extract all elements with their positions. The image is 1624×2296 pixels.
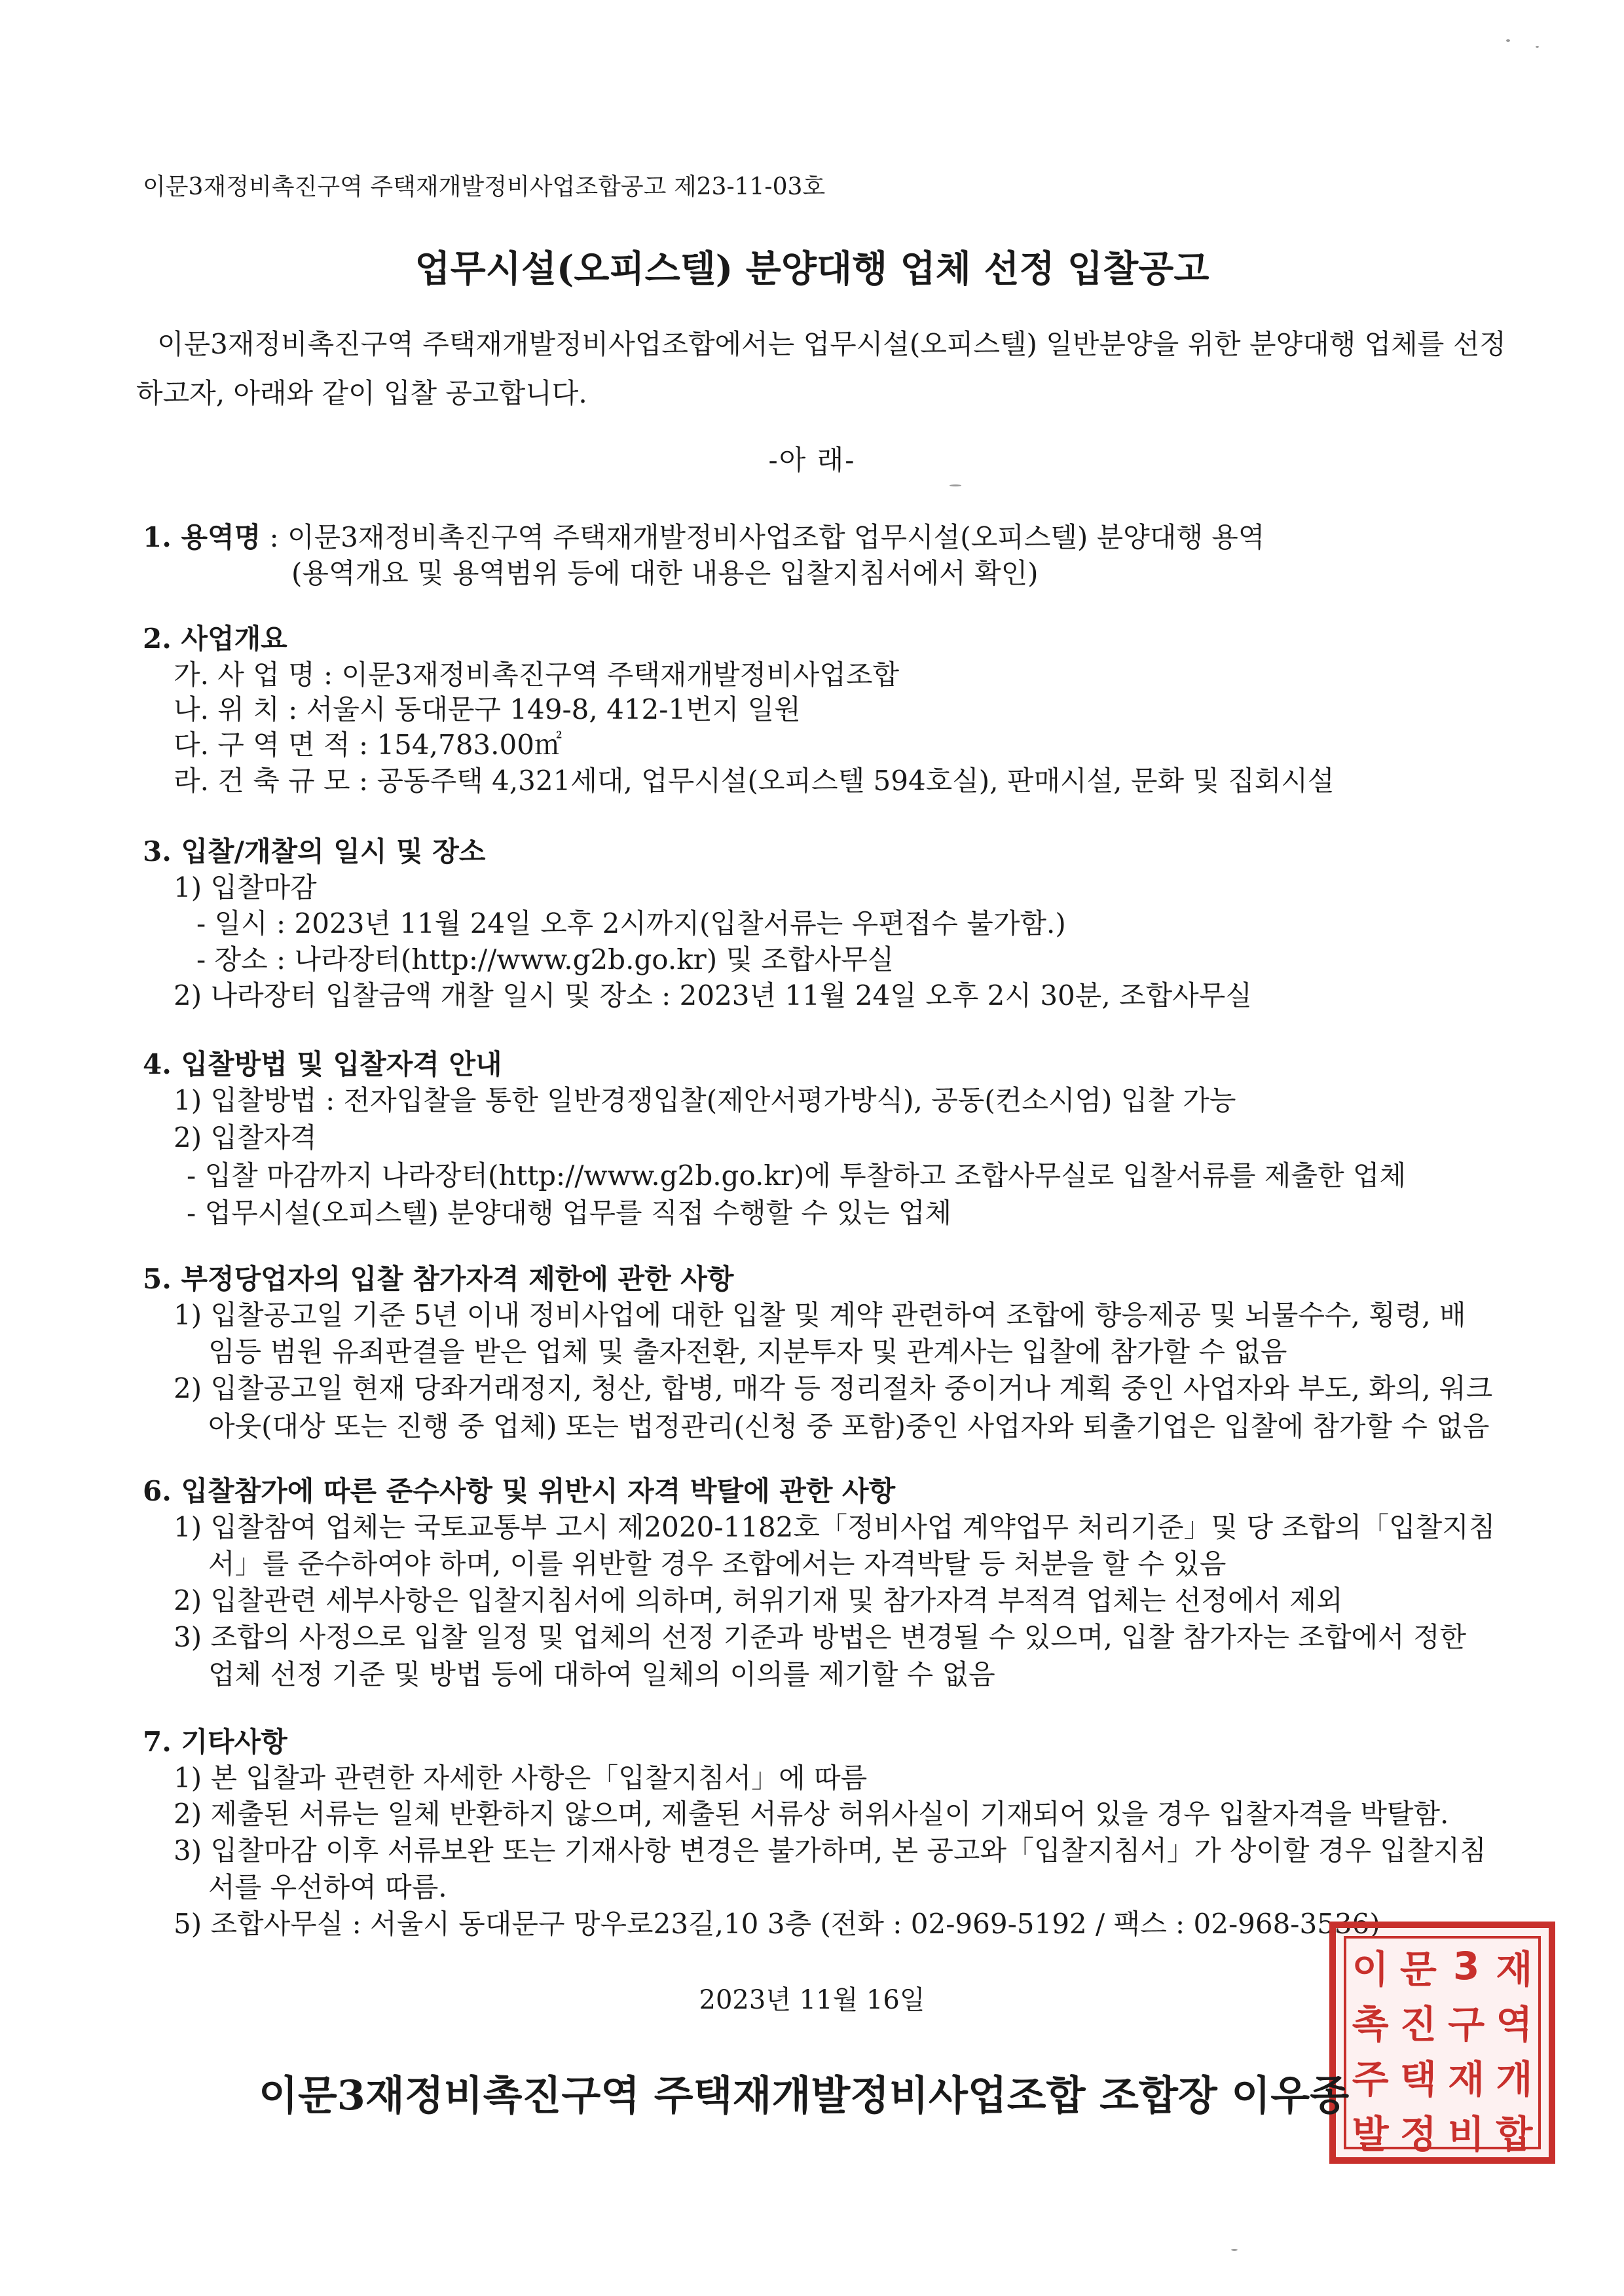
seal-character: 문: [1399, 1947, 1437, 1992]
seal-character: 택: [1399, 2057, 1437, 2102]
section-5-item-2-line-1: 2) 입찰공고일 현재 당좌거래정지, 청산, 합병, 매각 등 정리절차 중이거나 계획 중인 사업자와 부도, 화의, 워크: [174, 1372, 1493, 1404]
seal-character: 주: [1352, 2057, 1389, 2102]
section-2-item-c: 다. 구 역 면 적 : 154,783.00㎡: [174, 729, 562, 761]
intro-line-2: 하고자, 아래와 같이 입찰 공고합니다.: [136, 377, 587, 409]
seal-character: 재: [1448, 2057, 1485, 2102]
official-seal: [1329, 1922, 1555, 2164]
section-1-text: : 이문3재정비촉진구역 주택재개발정비사업조합 업무시설(오피스텔) 분양대행 용역: [261, 521, 1265, 553]
section-5-item-2-line-2: 아웃(대상 또는 진행 중 업체) 또는 법정관리(신청 중 포함)중인 사업자와 퇴출기업은 입찰에 참가할 수 없음: [208, 1410, 1490, 1442]
section-7-item-1: 1) 본 입찰과 관련한 자세한 사항은「입찰지침서」에 따름: [174, 1762, 868, 1794]
section-4-item-2a: - 입찰 마감까지 나라장터(http://www.g2b.go.kr)에 투찰하고 조합사무실로 입찰서류를 제출한 업체: [187, 1159, 1407, 1192]
section-4-heading: 4. 입찰방법 및 입찰자격 안내: [143, 1048, 502, 1080]
section-7-item-3-line-2: 서를 우선하여 따름.: [208, 1871, 447, 1903]
section-7-heading: 7. 기타사항: [143, 1726, 287, 1758]
seal-character: 진: [1399, 2002, 1437, 2047]
notice-date: 2023년 11월 16일: [699, 1985, 925, 2015]
seal-character: 구: [1448, 2002, 1485, 2047]
seal-character: 촉: [1352, 2002, 1389, 2047]
document-title: 업무시설(오피스텔) 분양대행 업체 선정 입찰공고: [415, 247, 1209, 291]
section-7-item-2: 2) 제출된 서류는 일체 반환하지 않으며, 제출된 서류상 허위사실이 기재되어 있을 경우 입찰자격을 박탈함.: [174, 1798, 1449, 1830]
section-2-item-a: 가. 사 업 명 : 이문3재정비촉진구역 주택재개발정비사업조합: [174, 659, 900, 691]
section-6-item-2: 2) 입찰관련 세부사항은 입찰지침서에 의하며, 허위기재 및 참가자격 부적격 업체는 선정에서 제외: [174, 1584, 1343, 1616]
section-6-item-1-line-1: 1) 입찰참여 업체는 국토교통부 고시 제2020-1182호「정비사업 계약업무 처리기준」및 당 조합의「입찰지침: [174, 1511, 1496, 1543]
section-3-item-1-date: - 일시 : 2023년 11월 24일 오후 2시까지(입찰서류는 우편접수 불가함.): [196, 907, 1066, 939]
section-6-item-3-line-2: 업체 선정 기준 및 방법 등에 대하여 일체의 이의를 제기할 수 없음: [208, 1658, 995, 1690]
section-2-item-d: 라. 건 축 규 모 : 공동주택 4,321세대, 업무시설(오피스텔 594호실), 판매시설, 문화 및 집회시설: [174, 765, 1335, 797]
section-4-item-1: 1) 입찰방법 : 전자입찰을 통한 일반경쟁입찰(제안서평가방식), 공동(컨소시엄) 입찰 가능: [174, 1084, 1236, 1116]
section-1: [143, 521, 1265, 553]
seal-character: 합: [1496, 2112, 1533, 2157]
signature-line: 이문3재정비촉진구역 주택재개발정비사업조합 조합장 이우종: [259, 2071, 1350, 2119]
seal-character: 3: [1452, 1944, 1480, 1988]
seal-character: 역: [1496, 2002, 1533, 2047]
section-5-item-1-line-1: 1) 입찰공고일 기준 5년 이내 정비사업에 대한 입찰 및 계약 관련하여 조합에 향응제공 및 뇌물수수, 횡령, 배: [174, 1299, 1466, 1331]
intro-line-1: 이문3재정비촉진구역 주택재개발정비사업조합에서는 업무시설(오피스텔) 일반분양을 위한 분양대행 업체를 선정: [157, 328, 1506, 360]
section-3-item-1-place: - 장소 : 나라장터(http://www.g2b.go.kr) 및 조합사무실: [196, 943, 895, 975]
scan-speck: [1536, 46, 1539, 48]
seal-character: 발: [1352, 2112, 1389, 2157]
below-label: -아 래-: [768, 444, 856, 476]
section-2-heading: 2. 사업개요: [143, 623, 287, 655]
seal-character: 재: [1496, 1947, 1533, 1992]
seal-character: 개: [1496, 2057, 1533, 2102]
scan-speck: [950, 484, 961, 486]
scan-speck: [1506, 39, 1510, 42]
section-7-item-3-line-1: 3) 입찰마감 이후 서류보완 또는 기재사항 변경은 불가하며, 본 공고와「입찰지침서」가 상이할 경우 입찰지침: [174, 1834, 1486, 1867]
section-3-item-2: 2) 나라장터 입찰금액 개찰 일시 및 장소 : 2023년 11월 24일 오후 2시 30분, 조합사무실: [174, 979, 1252, 1011]
section-7-item-5: 5) 조합사무실 : 서울시 동대문구 망우로23길,10 3층 (전화 : 02-969-5192 / 팩스 : 02-968-3536): [174, 1908, 1380, 1940]
official-seal-characters: [1344, 1936, 1541, 2157]
section-2-item-b: 나. 위 치 : 서울시 동대문구 149-8, 412-1번지 일원: [174, 693, 801, 725]
section-3-item-1: 1) 입찰마감: [174, 871, 317, 903]
notice-number: 이문3재정비촉진구역 주택재개발정비사업조합공고 제23-11-03호: [143, 173, 826, 200]
section-5-heading: 5. 부정당업자의 입찰 참가자격 제한에 관한 사항: [143, 1263, 734, 1295]
scan-speck: [1231, 2249, 1238, 2251]
section-3-heading: 3. 입찰/개찰의 일시 및 장소: [143, 835, 486, 867]
seal-character: 비: [1448, 2112, 1485, 2157]
seal-character: 이: [1352, 1947, 1389, 1992]
section-6-item-3-line-1: 3) 조합의 사정으로 입찰 일정 및 업체의 선정 기준과 방법은 변경될 수 있으며, 입찰 참가자는 조합에서 정한: [174, 1621, 1467, 1653]
seal-character: 정: [1399, 2112, 1437, 2157]
section-4-item-2b: - 업무시설(오피스텔) 분양대행 업무를 직접 수행할 수 있는 업체: [187, 1197, 952, 1229]
section-1-note: (용역개요 및 용역범위 등에 대한 내용은 입찰지침서에서 확인): [291, 557, 1039, 589]
section-4-item-2: 2) 입찰자격: [174, 1121, 317, 1154]
section-6-item-1-line-2: 서」를 준수하여야 하며, 이를 위반할 경우 조합에서는 자격박탈 등 처분을 할 수 있음: [208, 1548, 1227, 1580]
section-6-heading: 6. 입찰참가에 따른 준수사항 및 위반시 자격 박탈에 관한 사항: [143, 1475, 896, 1507]
section-1-heading: 1. 용역명: [143, 521, 261, 553]
section-5-item-1-line-2: 임등 범원 유죄판결을 받은 업체 및 출자전환, 지분투자 및 관계사는 입찰에 참가할 수 없음: [208, 1336, 1287, 1368]
